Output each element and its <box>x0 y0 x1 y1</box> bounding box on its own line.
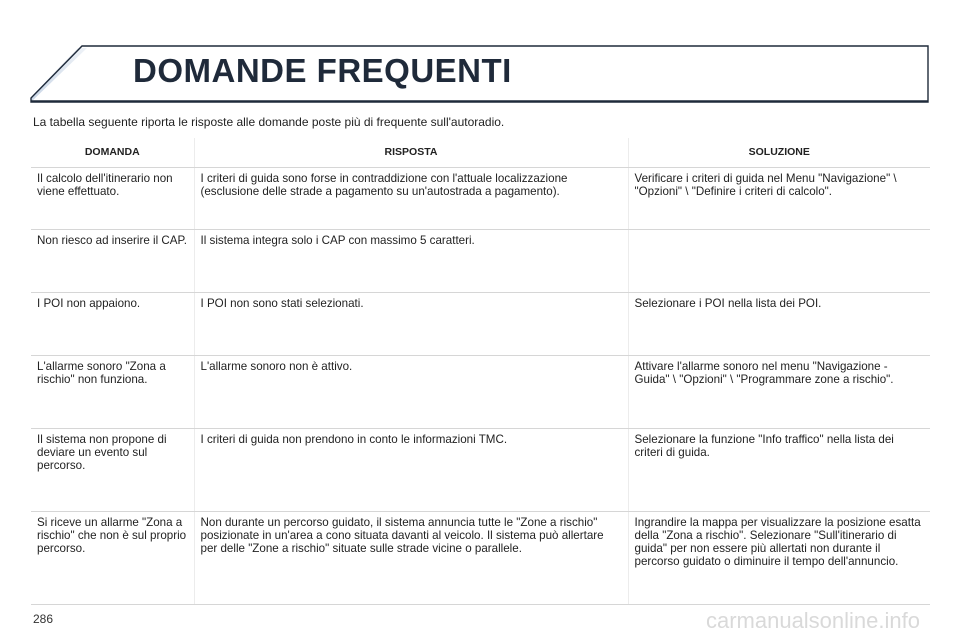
solution-cell: Ingrandire la mappa per visualizzare la posizione esatta della "Zona a rischio". Selezionare "Sull'itinerario di guida" per non essere più allertati non durante il percorso guidato o diminuire il tempo dell'annuncio. <box>628 512 930 605</box>
answer-cell: I criteri di guida sono forse in contraddizione con l'attuale localizzazione (esclusione delle strade a pagamento su un'autostrada a pagamento). <box>194 168 628 230</box>
question-cell: I POI non appaiono. <box>31 293 194 356</box>
column-header-solution: SOLUZIONE <box>628 138 930 168</box>
page-number: 286 <box>33 612 54 626</box>
question-cell: L'allarme sonoro "Zona a rischio" non funziona. <box>31 356 194 429</box>
column-header-question: DOMANDA <box>31 138 194 168</box>
question-cell: Il calcolo dell'itinerario non viene effettuato. <box>31 168 194 230</box>
column-header-answer: RISPOSTA <box>194 138 628 168</box>
answer-cell: Il sistema integra solo i CAP con massimo 5 caratteri. <box>194 230 628 293</box>
faq-table <box>31 138 930 605</box>
answer-cell: I criteri di guida non prendono in conto le informazioni TMC. <box>194 429 628 512</box>
intro-text: La tabella seguente riporta le risposte alle domande poste più di frequente sull'autoradio. <box>33 115 505 129</box>
table-row <box>31 293 930 356</box>
answer-cell: L'allarme sonoro non è attivo. <box>194 356 628 429</box>
solution-cell: Selezionare la funzione "Info traffico" nella lista dei criteri di guida. <box>628 429 930 512</box>
table-row <box>31 429 930 512</box>
question-cell: Il sistema non propone di deviare un evento sul percorso. <box>31 429 194 512</box>
solution-cell: Verificare i criteri di guida nel Menu "Navigazione" \ "Opzioni" \ "Definire i criteri di calcolo". <box>628 168 930 230</box>
table-row <box>31 356 930 429</box>
question-cell: Non riesco ad inserire il CAP. <box>31 230 194 293</box>
question-cell: Si riceve un allarme "Zona a rischio" che non è sul proprio percorso. <box>31 512 194 605</box>
watermark: carmanualsonline.info <box>705 608 920 633</box>
table-row <box>31 512 930 605</box>
answer-cell: Non durante un percorso guidato, il sistema annuncia tutte le "Zone a rischio" posizionate in un'area a cono situata davanti al veicolo. Il sistema può allertare per delle "Zone a rischio" situate sulle strade vicine o parallele. <box>194 512 628 605</box>
solution-cell: Selezionare i POI nella lista dei POI. <box>628 293 930 356</box>
page-title: DOMANDE FREQUENTI <box>133 52 512 89</box>
solution-cell: Attivare l'allarme sonoro nel menu "Navigazione - Guida" \ "Opzioni" \ "Programmare zone a rischio". <box>628 356 930 429</box>
table-row <box>31 168 930 230</box>
table-row <box>31 230 930 293</box>
table-header-row <box>31 138 930 168</box>
solution-cell <box>628 230 930 293</box>
answer-cell: I POI non sono stati selezionati. <box>194 293 628 356</box>
